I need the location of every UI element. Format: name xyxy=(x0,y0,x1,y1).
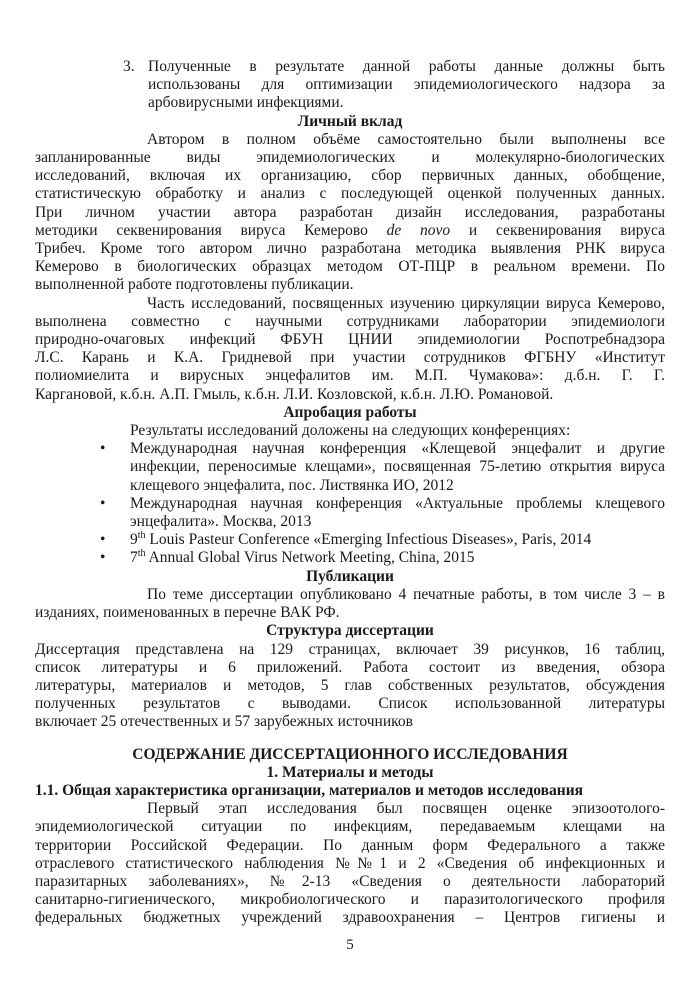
bullet-icon: • xyxy=(100,531,106,549)
text-line: природно-очаговых инфекций ФБУН ЦНИИ эпидемиологии Роспотребнадзора xyxy=(35,331,665,349)
text-line: Международная научная конференция «Клещевой энцефалит и другие xyxy=(130,440,665,458)
bullet-item-line xyxy=(35,549,665,567)
page-number: 5 xyxy=(346,937,354,953)
italic-phrase: de novo xyxy=(386,221,451,239)
text-segment: Louis Pasteur Conference «Emerging Infectious Diseases», Paris, 2014 xyxy=(145,531,592,549)
text-line: При личном участии автора разработан дизайн исследования, разработаны xyxy=(35,203,665,221)
bullet-item-line xyxy=(35,495,665,513)
text-line xyxy=(35,222,665,240)
section-heading-personal: Личный вклад xyxy=(297,112,403,130)
text-line: статистическую обработку и анализ с последующей оценкой полученных данных. xyxy=(35,185,665,203)
text-line: полученных результатов с выводами. Список использованной литературы xyxy=(35,695,665,713)
text-line: список литературы и 6 приложений. Работа состоит из введения, обзора xyxy=(35,658,665,676)
text-segment: методики секвенирования вируса Кемерово xyxy=(35,221,387,239)
text-line: арбовирусными инфекциями. xyxy=(148,94,344,112)
text-line: Часть исследований, посвященных изучению циркуляции вируса Кемерово, xyxy=(147,294,665,312)
section-heading-methods: 1. Материалы и методы xyxy=(266,763,434,781)
bullet-item-line xyxy=(35,440,665,458)
section-heading-aprobation: Апробация работы xyxy=(283,403,417,421)
text-segment: 9 xyxy=(130,531,138,549)
list-number: 3. xyxy=(123,58,135,75)
text-line: паразитарных заболеваниях», №2-13 «Сведения о деятельности лабораторий xyxy=(35,872,665,890)
superscript: th xyxy=(137,548,146,560)
bullet-icon: • xyxy=(100,494,106,512)
text-line: Автором в полном объёме самостоятельно были выполнены все xyxy=(147,130,665,148)
section-heading-publications: Публикации xyxy=(306,567,394,585)
text-line: Трибеч. Кроме того автором лично разработана методика выявления РНК вируса xyxy=(35,240,665,258)
text-line: Полученные в результате данной работы данные должны быть xyxy=(148,58,665,75)
section-heading-contents: СОДЕРЖАНИЕ ДИССЕРТАЦИОННОГО ИССЛЕДОВАНИЯ xyxy=(132,745,568,763)
text-segment: и секвенирования вируса xyxy=(450,221,665,239)
section-heading-1-1: 1.1. Общая характеристика организации, материалов и методов исследования xyxy=(35,781,584,799)
numbered-item-line xyxy=(35,58,665,76)
text-line: Л.С. Карань и К.А. Гридневой при участии сотрудников ФГБНУ «Институт xyxy=(35,349,665,367)
text-line: использованы для оптимизации эпидемиологического надзора за xyxy=(148,76,665,94)
text-line: Кемерово в биологических образцах методом ОТ-ПЦР в реальном времени. По xyxy=(35,258,665,276)
text-line: литературы, материалов и методов, 5 глав собственных результатов, обсуждения xyxy=(35,676,665,694)
text-segment: Annual Global Virus Network Meeting, China, 2015 xyxy=(145,549,475,567)
section-heading-structure: Структура диссертации xyxy=(266,622,434,640)
text-line: Результаты исследований доложены на следующих конференциях: xyxy=(130,422,571,440)
text-line: выполненной работе подготовлены публикации. xyxy=(35,276,354,294)
text-line: Международная научная конференция «Актуальные проблемы клещевого xyxy=(130,494,665,512)
text-line: изданиях, поименованных в перечне ВАК РФ. xyxy=(35,604,340,622)
text-line: Первый этап исследования был посвящен оценке эпизоотолого- xyxy=(147,800,665,818)
text-line: инфекции, переносимые клещами», посвященная 75-летию открытия вируса xyxy=(130,458,665,476)
bullet-icon: • xyxy=(100,549,106,567)
text-line: Каргановой, к.б.н. А.П. Гмыль, к.б.н. Л.И. Козловской, к.б.н. Л.Ю. Романовой. xyxy=(35,385,554,403)
text-line: По теме диссертации опубликовано 4 печатные работы, в том числе 3 – в xyxy=(147,585,665,603)
text-line: выполнена совместно с научными сотрудниками лаборатории эпидемиологи xyxy=(35,312,665,330)
text-line: клещевого энцефалита, пос. Листвянка ИО, 2012 xyxy=(130,476,454,494)
text-line: санитарно-гигиенического, микробиологического и паразитологического профиля xyxy=(35,891,665,909)
text-line: запланированные виды эпидемиологических и молекулярно-биологических xyxy=(35,149,665,167)
text-line: отраслевого статистического наблюдения №№1 и 2 «Сведения об инфекционных и xyxy=(35,854,665,872)
superscript: th xyxy=(137,530,146,542)
text-segment: 7 xyxy=(130,549,138,567)
text-line: исследований, включая их организацию, сбор первичных данных, обобщение, xyxy=(35,167,665,185)
bullet-item-line xyxy=(35,531,665,549)
text-line: эпидемиологической ситуации по инфекциям, передаваемым клещами на xyxy=(35,818,665,836)
text-block xyxy=(35,58,665,928)
text-line: полиомиелита и вирусных энцефалитов им. М.П. Чумакова»: д.б.н. Г. Г. xyxy=(35,367,665,385)
text-line: включает 25 отечественных и 57 зарубежных источников xyxy=(35,713,413,731)
text-line: федеральных бюджетных учреждений здравоохранения – Центров гигиены и xyxy=(35,909,665,927)
text-line: Диссертация представлена на 129 страницах, включает 39 рисунков, 16 таблиц, xyxy=(35,640,665,658)
text-line: энцефалита». Москва, 2013 xyxy=(130,513,312,531)
bullet-icon: • xyxy=(100,440,106,458)
text-line: территории Российской Федерации. По данным форм Федерального а также xyxy=(35,836,665,854)
